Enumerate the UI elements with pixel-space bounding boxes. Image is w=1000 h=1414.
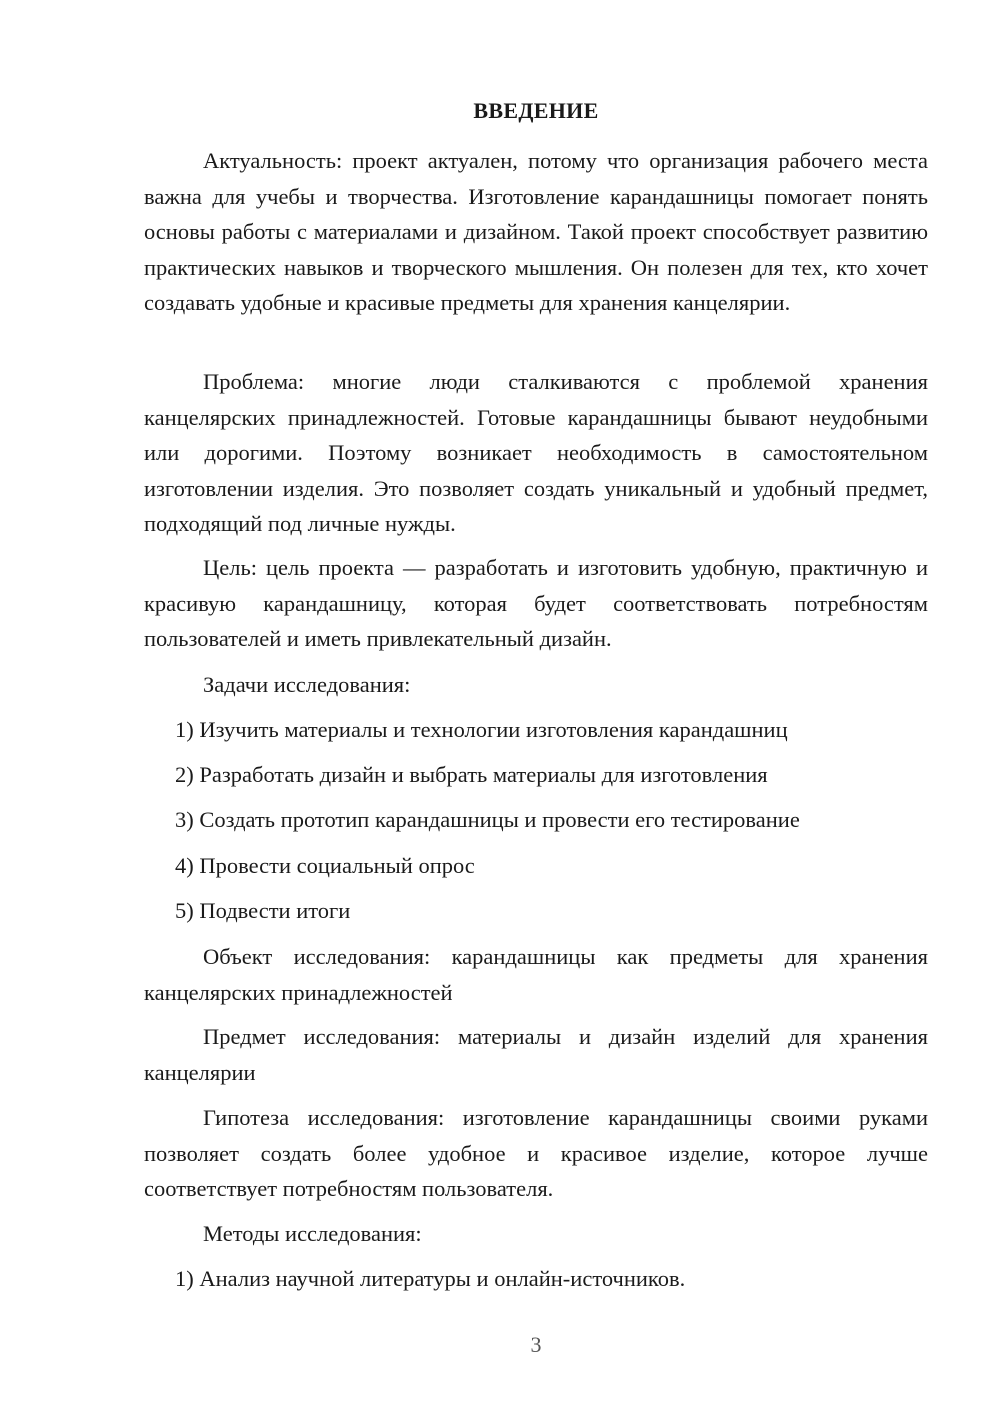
paragraph-relevance: Актуальность: проект актуален, потому что организация рабочего места важна для учебы и творчества. Изготовление карандашницы помогает понять основы работы с материалами и дизайном. Такой проект способствует развитию практических навыков и творческого мышления. Он полезен для тех, кто хочет создавать удобные и красивые предметы для хранения канцелярии. (144, 148, 928, 315)
task-item-1: 1) Изучить материалы и технологии изготовления карандашниц (175, 717, 788, 742)
paragraph-goal: Цель: цель проекта — разработать и изготовить удобную, практичную и красивую карандашницу, которая будет соответствовать потребностям пользователей и иметь привлекательный дизайн. (144, 555, 928, 651)
tasks-heading: Задачи исследования: (203, 672, 411, 697)
paragraph-problem: Проблема: многие люди сталкиваются с проблемой хранения канцелярских принадлежностей. Готовые карандашницы бывают неудобными или дорогими. Поэтому возникает необходимость в самостоятельном изготовлении изделия. Это позволяет создать уникальный и удобный предмет, подходящий под личные нужды. (144, 369, 928, 536)
paragraph-subject: Предмет исследования: материалы и дизайн изделий для хранения канцелярии (144, 1024, 928, 1085)
methods-heading: Методы исследования: (203, 1221, 422, 1246)
task-item-5: 5) Подвести итоги (175, 898, 351, 923)
task-item-2: 2) Разработать дизайн и выбрать материалы для изготовления (175, 762, 768, 787)
section-title: ВВЕДЕНИЕ (473, 98, 599, 123)
method-item-1: 1) Анализ научной литературы и онлайн-источников. (175, 1266, 686, 1291)
task-item-4: 4) Провести социальный опрос (175, 853, 475, 878)
page-number: 3 (530, 1332, 542, 1357)
paragraph-hypothesis: Гипотеза исследования: изготовление карандашницы своими руками позволяет создать более удобное и красивое изделие, которое лучше соответствует потребностям пользователя. (144, 1105, 928, 1201)
task-item-3: 3) Создать прототип карандашницы и провести его тестирование (175, 807, 800, 832)
paragraph-object: Объект исследования: карандашницы как предметы для хранения канцелярских принадлежностей (144, 944, 928, 1005)
